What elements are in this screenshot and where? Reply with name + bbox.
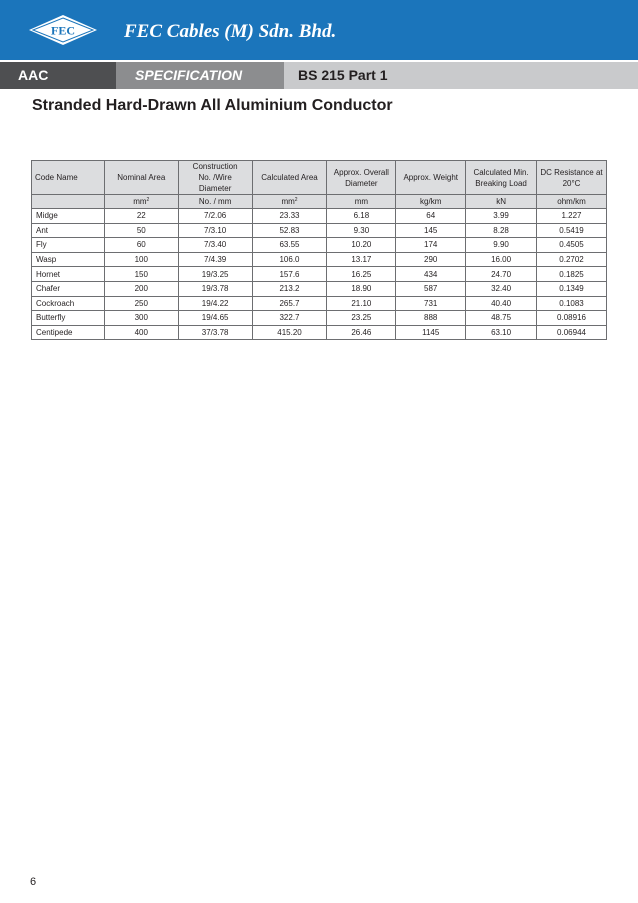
table-row [32,267,607,282]
table-cell: 60 [104,238,178,253]
unit-cell: $mm^2$ [104,195,178,209]
table-cell: 265.7 [252,296,327,311]
column-header: Calculated Min. Breaking Load [466,161,537,195]
table-row [32,209,607,224]
table-cell: 18.90 [327,281,396,296]
code-name-cell: Ant [32,223,105,238]
table-cell: 0.2702 [537,252,607,267]
table-cell: 7/3.40 [178,238,252,253]
column-header: Approx. Weight [396,161,466,195]
table-cell: 400 [104,325,178,340]
table-cell: 174 [396,238,466,253]
table-cell: 23.25 [327,311,396,326]
table-cell: 213.2 [252,281,327,296]
table-cell: 9.90 [466,238,537,253]
table-cell: 8.28 [466,223,537,238]
table-row [32,296,607,311]
code-name-cell: Midge [32,209,105,224]
table-cell: 6.18 [327,209,396,224]
table-cell: 7/2.06 [178,209,252,224]
table-row [32,223,607,238]
table-cell: 0.1083 [537,296,607,311]
table-row [32,311,607,326]
table-cell: 24.70 [466,267,537,282]
unit-cell: mm [327,195,396,209]
table-cell: 26.46 [327,325,396,340]
tab-standard: BS 215 Part 1 [298,67,388,83]
column-header: Approx. Overall Diameter [327,161,396,195]
table-cell: 1145 [396,325,466,340]
table-cell: 150 [104,267,178,282]
table-cell: 731 [396,296,466,311]
table-cell: 434 [396,267,466,282]
table-cell: 22 [104,209,178,224]
table-cell: 10.20 [327,238,396,253]
code-name-cell: Cockroach [32,296,105,311]
column-header: Nominal Area [104,161,178,195]
table-row [32,281,607,296]
diamond-logo-icon [28,14,98,46]
table-header-row [32,161,607,195]
table-cell: 48.75 [466,311,537,326]
table-cell: 250 [104,296,178,311]
table-cell: 145 [396,223,466,238]
table-cell: 50 [104,223,178,238]
table-cell: 0.1825 [537,267,607,282]
tab-product: AAC [0,62,116,89]
unit-cell: $mm^2$ [252,195,327,209]
header-band [0,0,638,60]
table-cell: 63.10 [466,325,537,340]
unit-cell: kg/km [396,195,466,209]
page-title: Stranded Hard-Drawn All Aluminium Conductor [32,97,393,114]
company-name: FEC Cables (M) Sdn. Bhd. [124,21,337,42]
page-number: 6 [30,876,37,888]
table-cell: 37/3.78 [178,325,252,340]
table-cell: 23.33 [252,209,327,224]
code-name-cell: Fly [32,238,105,253]
column-header: DC Resistance at 20°C [537,161,607,195]
tab-specification: SPECIFICATION [116,62,284,89]
table-cell: 16.25 [327,267,396,282]
table-cell: 19/3.25 [178,267,252,282]
code-name-cell: Chafer [32,281,105,296]
table-cell: 9.30 [327,223,396,238]
table-cell: 0.4505 [537,238,607,253]
table-cell: 7/4.39 [178,252,252,267]
unit-cell: ohm/km [537,195,607,209]
tab-strip [0,62,638,89]
column-header: Code Name [32,161,105,195]
table-cell: 52.83 [252,223,327,238]
table-body [32,209,607,340]
table-cell: 19/3.78 [178,281,252,296]
table-cell: 3.99 [466,209,537,224]
table-unit-row [32,195,607,209]
table-cell: 300 [104,311,178,326]
table-cell: 106.0 [252,252,327,267]
table-cell: 40.40 [466,296,537,311]
table-cell: 19/4.65 [178,311,252,326]
code-name-cell: Butterfly [32,311,105,326]
table-cell: 63.55 [252,238,327,253]
table-cell: 7/3.10 [178,223,252,238]
logo-text: FEC [51,23,75,38]
table-cell: 0.5419 [537,223,607,238]
table-cell: 32.40 [466,281,537,296]
table-cell: 888 [396,311,466,326]
spec-table [31,160,607,340]
table-cell: 64 [396,209,466,224]
table-cell: 200 [104,281,178,296]
table-cell: 157.6 [252,267,327,282]
table-cell: 19/4.22 [178,296,252,311]
table-cell: 0.08916 [537,311,607,326]
table-row [32,252,607,267]
table-row [32,325,607,340]
column-header: Construction No. /Wire Diameter [178,161,252,195]
code-name-cell: Hornet [32,267,105,282]
table-cell: 1.227 [537,209,607,224]
table-cell: 100 [104,252,178,267]
unit-cell: kN [466,195,537,209]
table-cell: 0.06944 [537,325,607,340]
table-cell: 322.7 [252,311,327,326]
table-cell: 587 [396,281,466,296]
table-cell: 21.10 [327,296,396,311]
column-header: Calculated Area [252,161,327,195]
table-cell: 290 [396,252,466,267]
unit-cell: No. / mm [178,195,252,209]
table-cell: 13.17 [327,252,396,267]
table-cell: 415.20 [252,325,327,340]
code-name-cell: Wasp [32,252,105,267]
table-cell: 0.1349 [537,281,607,296]
unit-cell [32,195,105,209]
table-row [32,238,607,253]
table-cell: 16.00 [466,252,537,267]
code-name-cell: Centipede [32,325,105,340]
